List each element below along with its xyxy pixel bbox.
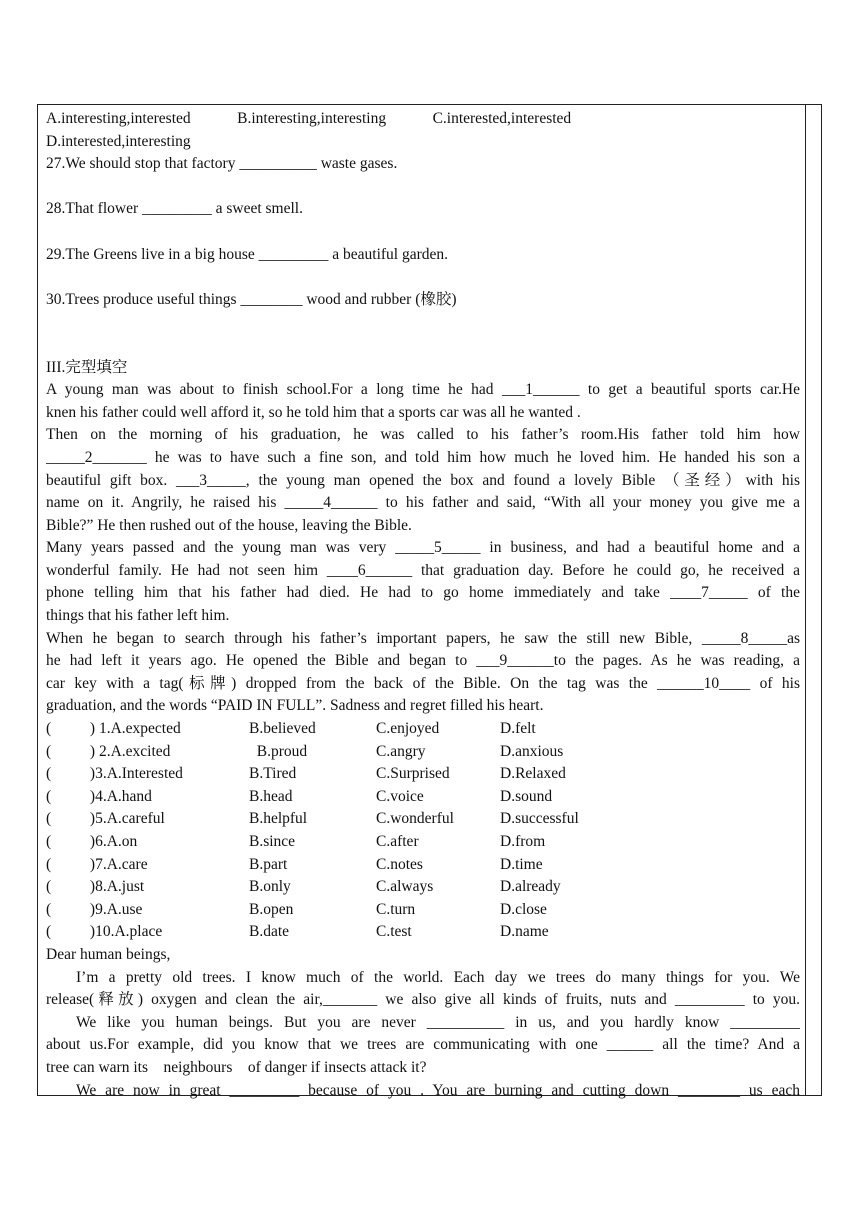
passage-line: Bible?” He then rushed out of the house, leaving the Bible. bbox=[46, 516, 412, 534]
cloze-option: C.voice bbox=[376, 787, 424, 805]
section-heading: III.完型填空 bbox=[46, 358, 128, 376]
cloze-option: B.date bbox=[249, 923, 290, 941]
cloze-option: B.since bbox=[249, 833, 296, 850]
cloze-option: ( )3.A.Interested bbox=[46, 765, 183, 783]
cloze-option: C.wonderful bbox=[376, 810, 454, 828]
cloze-option-row bbox=[46, 876, 800, 899]
cloze-option: ( )4.A.hand bbox=[46, 787, 152, 805]
cloze-option: C.always bbox=[376, 878, 434, 896]
text-line: D.interested,interesting bbox=[46, 132, 191, 150]
cloze-option-row bbox=[46, 786, 800, 809]
question-28-options bbox=[46, 221, 800, 244]
passage-line: A young man was about to finish school.For a long time he had ___1______ to get a beautiful sports car.He bbox=[46, 381, 800, 399]
cloze-option: D.time bbox=[500, 855, 543, 873]
cloze-option: C.after bbox=[376, 833, 419, 850]
passage-line: Then on the morning of his graduation, he was called to his father’s room.His father told him how bbox=[46, 426, 800, 444]
cloze-option: B.helpful bbox=[249, 810, 308, 828]
cloze-option: D.already bbox=[500, 878, 561, 896]
passage-line: knen his father could well afford it, so he told him that a sports car was all he wanted . bbox=[46, 403, 581, 421]
question-27-stem: 27.We should stop that factory __________ waste gases. bbox=[46, 155, 398, 173]
question-30-options bbox=[46, 311, 800, 334]
question-28-stem: 28.That flower _________ a sweet smell. bbox=[46, 200, 303, 218]
letter-line: release(释放) oxygen and clean the air,_______ we also give all kinds of fruits, nuts and _________ to you. bbox=[46, 991, 800, 1009]
letter-line: I’m a pretty old trees. I know much of the world. Each day we trees do many things for you. We bbox=[76, 968, 800, 986]
letter-line: We like you human beings. But you are never __________ in us, and you hardly know _________ bbox=[76, 1013, 800, 1031]
passage-line: car key with a tag(标牌) dropped from the back of the Bible. On the tag was the ______10____ of his bbox=[46, 674, 800, 692]
passage-line: name on it. Angrily, he raised his _____4______ to his father and said, “With all your money you give me a bbox=[46, 494, 800, 512]
question-29-options bbox=[46, 266, 800, 289]
passage-line: he had left it years ago. He opened the Bible and began to ___9______to the pages. As he was reading, a bbox=[46, 652, 800, 670]
passage-line: things that his father left him. bbox=[46, 607, 230, 625]
cloze-option-row bbox=[46, 921, 800, 944]
cloze-option: D.sound bbox=[500, 787, 553, 805]
cloze-option: ( )7.A.care bbox=[46, 855, 148, 873]
cloze-option: B.part bbox=[249, 855, 288, 873]
cloze-option: C.angry bbox=[376, 742, 426, 760]
passage-line: phone telling him that his father had died. He had to go home immediately and take ____7_____ of the bbox=[46, 584, 800, 602]
cloze-options bbox=[46, 718, 800, 944]
cloze-option-row bbox=[46, 808, 800, 831]
cloze-option: D.close bbox=[500, 900, 547, 918]
cloze-option: D.anxious bbox=[500, 742, 564, 760]
cloze-option: C.enjoyed bbox=[376, 720, 440, 738]
cloze-passage bbox=[46, 379, 800, 718]
cloze-option: B.proud bbox=[249, 742, 308, 760]
passage-line: Many years passed and the young man was very _____5_____ in business, and had a beautiful home and a bbox=[46, 539, 800, 557]
cloze-option-row bbox=[46, 741, 800, 764]
table-column-divider bbox=[805, 104, 806, 1096]
cloze-option: ( ) 1.A.expected bbox=[46, 720, 181, 738]
cloze-option-row bbox=[46, 899, 800, 922]
cloze-option: B.believed bbox=[249, 720, 316, 738]
cloze-option: D.name bbox=[500, 923, 549, 941]
passage-line: wonderful family. He had not seen him ____6______ that graduation day. Before he could go, he received a bbox=[46, 561, 800, 579]
cloze-option: C.test bbox=[376, 923, 412, 941]
cloze-option: D.from bbox=[500, 833, 546, 850]
cloze-option: D.successful bbox=[500, 810, 579, 828]
cloze-option: D.felt bbox=[500, 720, 536, 738]
letter-body bbox=[46, 967, 800, 1103]
question-29-stem: 29.The Greens live in a big house _________ a beautiful garden. bbox=[46, 245, 449, 263]
cloze-option: D.Relaxed bbox=[500, 765, 566, 783]
cloze-option-row bbox=[46, 718, 800, 741]
passage-line: graduation, and the words “PAID IN FULL”. Sadness and regret filled his heart. bbox=[46, 697, 544, 715]
cloze-option: ( )8.A.just bbox=[46, 878, 145, 896]
letter-line: We are now in great _________ because of you . You are burning and cutting down ________ us each bbox=[76, 1081, 800, 1099]
text-line: A.interesting,interested B.interesting,interesting C.interested,interested bbox=[46, 110, 572, 127]
cloze-option: ( )5.A.careful bbox=[46, 810, 165, 828]
cloze-option: ( )6.A.on bbox=[46, 833, 138, 850]
letter-line: tree can warn its neighbours of danger if insects attack it? bbox=[46, 1058, 427, 1076]
cloze-option: C.notes bbox=[376, 855, 423, 873]
passage-line: _____2_______ he was to have such a fine son, and told him how much he loved him. He handed his son a bbox=[46, 448, 800, 466]
cloze-option: ( ) 2.A.excited bbox=[46, 742, 171, 760]
passage-line: beautiful gift box. ___3_____, the young man opened the box and found a lovely Bible （圣经）with his bbox=[46, 471, 800, 489]
cloze-option: B.head bbox=[249, 787, 293, 805]
cloze-option: ( )9.A.use bbox=[46, 900, 143, 918]
letter-line: about us.For example, did you know that we trees are communicating with one ______ all the time? And a bbox=[46, 1036, 800, 1054]
cloze-option: ( )10.A.place bbox=[46, 923, 163, 941]
cloze-option-row bbox=[46, 831, 800, 854]
question-27-options bbox=[46, 176, 800, 199]
letter-greeting: Dear human beings, bbox=[46, 945, 171, 963]
cloze-option: C.turn bbox=[376, 900, 416, 918]
question-30-stem: 30.Trees produce useful things ________ wood and rubber (橡胶) bbox=[46, 290, 457, 308]
spacer bbox=[46, 334, 800, 357]
cloze-option: B.Tired bbox=[249, 765, 297, 783]
cloze-option: B.only bbox=[249, 878, 291, 896]
cloze-option: C.Surprised bbox=[376, 765, 450, 783]
cloze-option-row bbox=[46, 763, 800, 786]
passage-line: When he began to search through his father’s important papers, he saw the still new Bible, _____8_____as bbox=[46, 629, 800, 647]
worksheet-content bbox=[46, 108, 800, 1102]
cloze-option: B.open bbox=[249, 900, 294, 918]
cloze-option-row bbox=[46, 854, 800, 877]
